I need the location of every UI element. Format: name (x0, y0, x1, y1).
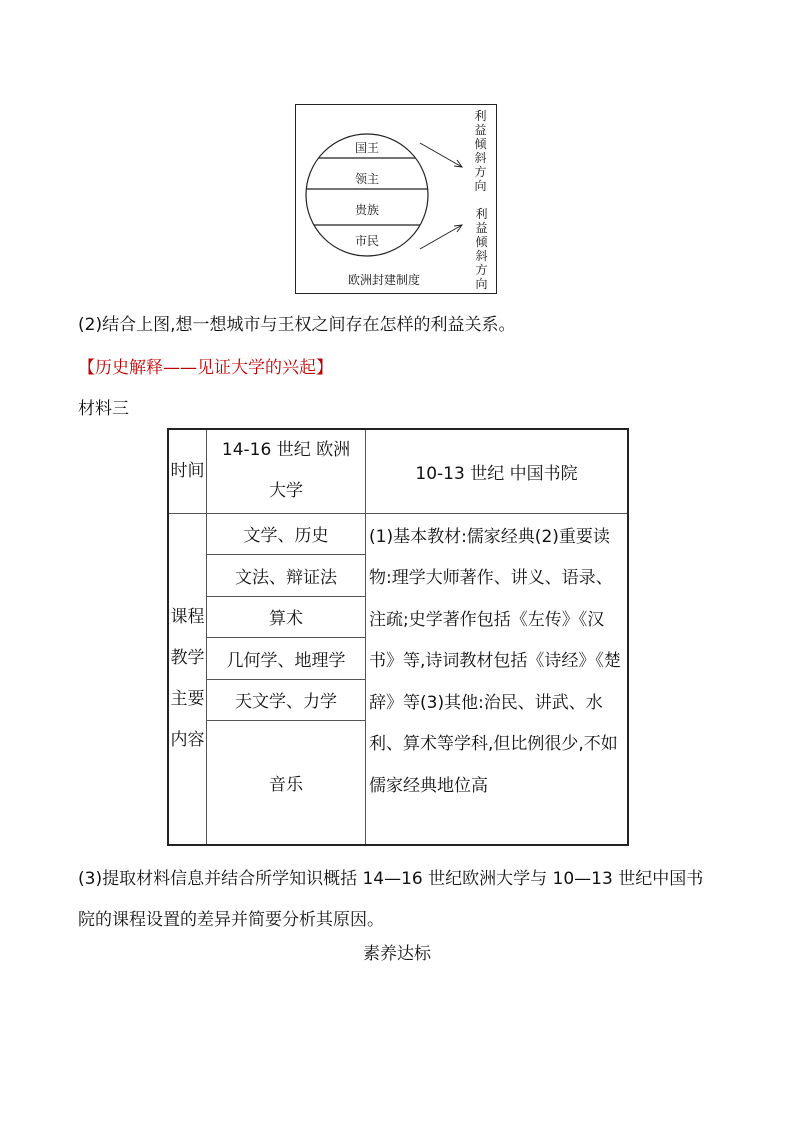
material-title: 材料三 (78, 399, 129, 419)
feudal-system-figure (295, 104, 497, 294)
curriculum-table (167, 428, 629, 846)
footer-heading: 素养达标 (363, 944, 431, 964)
layer-king: 国王 (354, 141, 379, 155)
europe-subject-6: 音乐 (207, 720, 366, 845)
layer-citizen: 市民 (354, 234, 379, 248)
layer-noble: 贵族 (354, 203, 379, 217)
header-europe: 14-16 世纪 欧洲大学 (207, 429, 366, 513)
europe-subject-4: 几何学、地理学 (207, 637, 366, 679)
row-label-curriculum: 课程教学主要内容 (168, 513, 207, 845)
china-curriculum-content: (1)基本教材:儒家经典(2)重要读物:理学大师著作、讲义、语录、注疏;史学著作包括《左传》《汉书》等,诗词教材包括《诗经》《楚辞》等(3)其他:治民、讲武、水利、算术等学科,但比例很少,不如儒家经典地位高 (366, 513, 629, 845)
europe-subject-2: 文法、辩证法 (207, 554, 366, 596)
layer-lord: 领主 (354, 172, 379, 186)
arrow-label-top: 利益倾斜方向 (474, 109, 487, 193)
europe-subject-1: 文学、历史 (207, 513, 366, 554)
feudal-circle-diagram (296, 105, 496, 293)
section-heading: 【历史解释——见证大学的兴起】 (78, 358, 333, 378)
header-china: 10-13 世纪 中国书院 (366, 429, 629, 513)
question-2: (2)结合上图,想一想城市与王权之间存在怎样的利益关系。 (78, 315, 516, 335)
question-3: (3)提取材料信息并结合所学知识概括 14—16 世纪欧洲大学与 10—13 世纪中国书院的课程设置的差异并简要分析其原因。 (78, 869, 704, 930)
header-time: 时间 (168, 429, 207, 513)
europe-subject-5: 天文学、力学 (207, 679, 366, 720)
arrow-label-bottom: 利益倾斜方向 (475, 207, 488, 291)
europe-subject-3: 算术 (207, 596, 366, 637)
figure-caption: 欧洲封建制度 (347, 273, 420, 287)
